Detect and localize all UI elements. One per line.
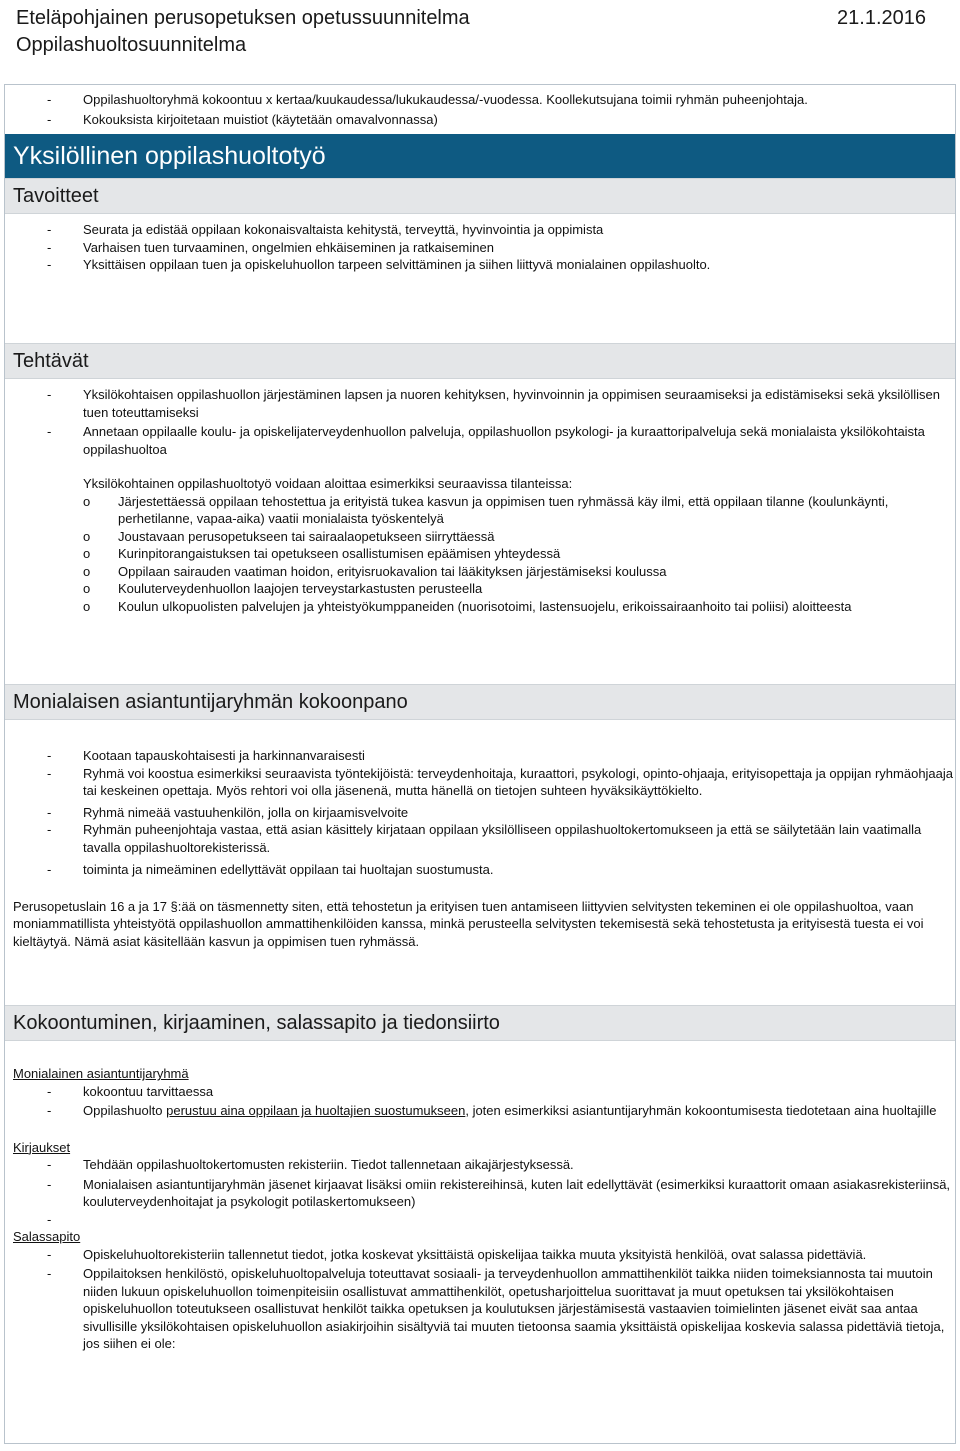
underlined-text: perustuu aina oppilaan ja huoltajien suostumukseen <box>166 1103 466 1118</box>
list-item: - Tehdään oppilashuoltokertomusten rekisteriin. Tiedot tallennetaan aikajärjestyksessä. <box>5 1156 955 1174</box>
list-item: o Oppilaan sairauden vaatiman hoidon, erityisruokavalion tai lääkityksen järjestämiseksi koulussa <box>5 563 955 581</box>
document-date: 21.1.2016 <box>837 7 926 29</box>
intro-section <box>5 85 955 128</box>
page-header <box>0 0 960 84</box>
list-item: - Opiskeluhuoltorekisteriin tallennetut tiedot, jotka koskevat yksittäistä opiskelijaa taikka muuta yksityistä henkilöä, ovat salassa pidettäviä. <box>5 1246 955 1264</box>
list-item: o Kurinpitorangaistuksen tai opetukseen osallistumisen epäämisen yhteydessä <box>5 545 955 563</box>
heading-kokoontuminen: Kokoontuminen, kirjaaminen, salassapito ja tiedonsiirto <box>5 1005 955 1041</box>
list-item: - Yksilökohtaisen oppilashuollon järjestäminen lapsen ja nuoren kehityksen, hyvinvoinnin ja oppimisen seuraamiseksi ja edistämiseksi sekä yksilöllisen tuen toteuttamiseksi <box>5 386 955 421</box>
tavoitteet-list <box>5 221 955 274</box>
salassapito-list <box>5 1246 955 1353</box>
list-item: - Ryhmän puheenjohtaja vastaa, että asian käsittely kirjataan oppilaan yksilölliseen oppilashuoltokertomukseen ja että se säilytetään lain vaatimalla tavalla oppilashuoltorekisterissä. <box>5 821 955 856</box>
list-item: - Oppilashuoltoryhmä kokoontuu x kertaa/kuukaudessa/lukukaudessa/-vuodessa. Koollekutsujana toimii ryhmän puheenjohtaja. <box>5 91 955 109</box>
heading-tavoitteet: Tavoitteet <box>5 178 955 214</box>
list-item: o Kouluterveydenhuollon laajojen terveystarkastusten perusteella <box>5 580 955 598</box>
list-item: - Annetaan oppilaalle koulu- ja opiskelijaterveydenhuollon palveluja, oppilashuollon psykologi- ja kuraattoripalveluja sekä monialaista yksilökohtaista oppilashuoltoa <box>5 423 955 458</box>
intro-list <box>5 91 955 128</box>
document-title: Eteläpohjainen perusopetuksen opetussuunnitelma <box>16 7 470 29</box>
section-banner: Yksilöllinen oppilashuoltotyö <box>5 134 955 178</box>
list-item: o Koulun ulkopuolisten palvelujen ja yhteistyökumppaneiden (nuorisotoimi, lastensuojelu, erikoissairaanhoito tai poliisi) aloitteesta <box>5 598 955 616</box>
kirjaukset-list <box>5 1156 955 1228</box>
list-item <box>5 1211 955 1229</box>
list-item: - toiminta ja nimeäminen edellyttävät oppilaan tai huoltajan suostumusta. <box>5 861 955 879</box>
tehtavat-lead: Yksilökohtainen oppilashuoltotyö voidaan aloittaa esimerkiksi seuraavissa tilanteissa: <box>83 476 573 491</box>
list-item: - Yksittäisen oppilaan tuen ja opiskeluhuollon tarpeen selvittäminen ja siihen liittyvä monialainen oppilashuolto. <box>5 256 955 274</box>
list-item <box>5 1102 955 1120</box>
list-item: - Monialaisen asiantuntijaryhmän jäsenet kirjaavat lisäksi omiin rekistereihinsä, kuten lait edellyttävät (esimerkiksi kuraattorit omaan asiakasrekisteriinsä, kouluterveydenhoitajat ja psykologit potilaskertomukseen) <box>5 1176 955 1211</box>
document-subtitle: Oppilashuoltosuunnitelma <box>16 34 247 56</box>
heading-kokoonpano: Monialaisen asiantuntijaryhmän kokoonpano <box>5 684 955 720</box>
text-span: , joten esimerkiksi asiantuntijaryhmän kokoontumisesta tiedotetaan aina huoltajille <box>465 1103 937 1118</box>
situations-list <box>5 493 955 616</box>
list-item: - Ryhmä nimeää vastuuhenkilön, jolla on kirjaamisvelvoite <box>5 804 955 822</box>
kokoontuminen-section <box>5 1041 955 1353</box>
kokoonpano-note: Perusopetuslain 16 a ja 17 §:ää on täsmennetty siten, että tehostetun ja erityisen tuen antamiseen liittyvien selvitysten tekeminen ei ole oppilashuoltoa, vaan moniammatillista yhteistyötä oppilashuollon ammattihenkilöiden kanssa, minkä perusteella selvitysten tekemisestä sekä tehostetusta ja erityisestä tuesta ei voi kieltäytyä. Nämä asiat käsitellään kasvun ja oppimisen tuen ryhmässä. <box>13 898 924 949</box>
list-item: o Joustavaan perusopetukseen tai sairaalaopetukseen siirryttäessä <box>5 528 955 546</box>
list-item: - Seurata ja edistää oppilaan kokonaisvaltaista kehitystä, terveyttä, hyvinvointia ja oppimista <box>5 221 955 239</box>
list-item: - Varhaisen tuen turvaaminen, ongelmien ehkäiseminen ja ratkaiseminen <box>5 239 955 257</box>
document-body <box>5 85 955 1353</box>
list-item: - kokoontuu tarvittaessa <box>5 1083 955 1101</box>
list-item: - Kootaan tapauskohtaisesti ja harkinnanvaraisesti <box>5 747 955 765</box>
tehtavat-list <box>5 386 955 458</box>
kokoonpano-section <box>5 720 955 1005</box>
tavoitteet-section <box>5 214 955 343</box>
label-monialainen-ryhma: Monialainen asiantuntijaryhmä <box>13 1066 189 1081</box>
kokoonpano-list <box>5 747 955 879</box>
label-kirjaukset: Kirjaukset <box>13 1139 71 1155</box>
list-item: - Kokouksista kirjoitetaan muistiot (käytetään omavalvonnassa) <box>5 111 955 129</box>
list-item: o Järjestettäessä oppilaan tehostettua ja erityistä tukea kasvun ja oppimisen tuen ryhmässä käy ilmi, että oppilaan tilanne (koulunkäynti, perhetilanne, vapaa-aika) vaatii monialaista työskentelyä <box>5 493 955 528</box>
heading-tehtavat: Tehtävät <box>5 343 955 379</box>
tehtavat-section <box>5 379 955 684</box>
ryhma-list <box>5 1083 955 1120</box>
text-span: Oppilashuolto <box>83 1103 167 1118</box>
list-item: - Ryhmä voi koostua esimerkiksi seuraavista työntekijöistä: terveydenhoitaja, kuraattori, psykologi, opinto-ohjaaja, erityisopettaja ja oppijan ryhmäohjaaja tai keskeinen opettaja. Myös rehtori voi olla jäsenenä, mutta hänellä on tietojen suhteen hyväksikäyttökielto. <box>5 765 955 800</box>
label-salassapito: Salassapito <box>13 1229 81 1244</box>
list-item: - Oppilaitoksen henkilöstö, opiskeluhuoltopalveluja toteuttavat sosiaali- ja terveydenhuollon ammattihenkilöt taikka niiden toimeksiannosta tai muutoin niiden lukuun opiskeluhuollon toimenpiteisiin osallistuvat ammattihenkilöt, opetusharjoittelua suorittavat ja muut opetuksen tai yksilökohtaisen opiskeluhuollon toteutukseen osallistuvat henkilöt taikka opetuksen ja koulutuksen järjestämisestä vastaavien toimielinten jäsenet eivät saa antaa sivullisille yksilökohtaisen opiskeluhuollon asiakirjoihin sisältyviä tai muuten tietoonsa saamia yksittäistä opiskelijaa koskevia salassa pidettäviä tietoja, jos siihen ei ole: <box>5 1265 955 1353</box>
